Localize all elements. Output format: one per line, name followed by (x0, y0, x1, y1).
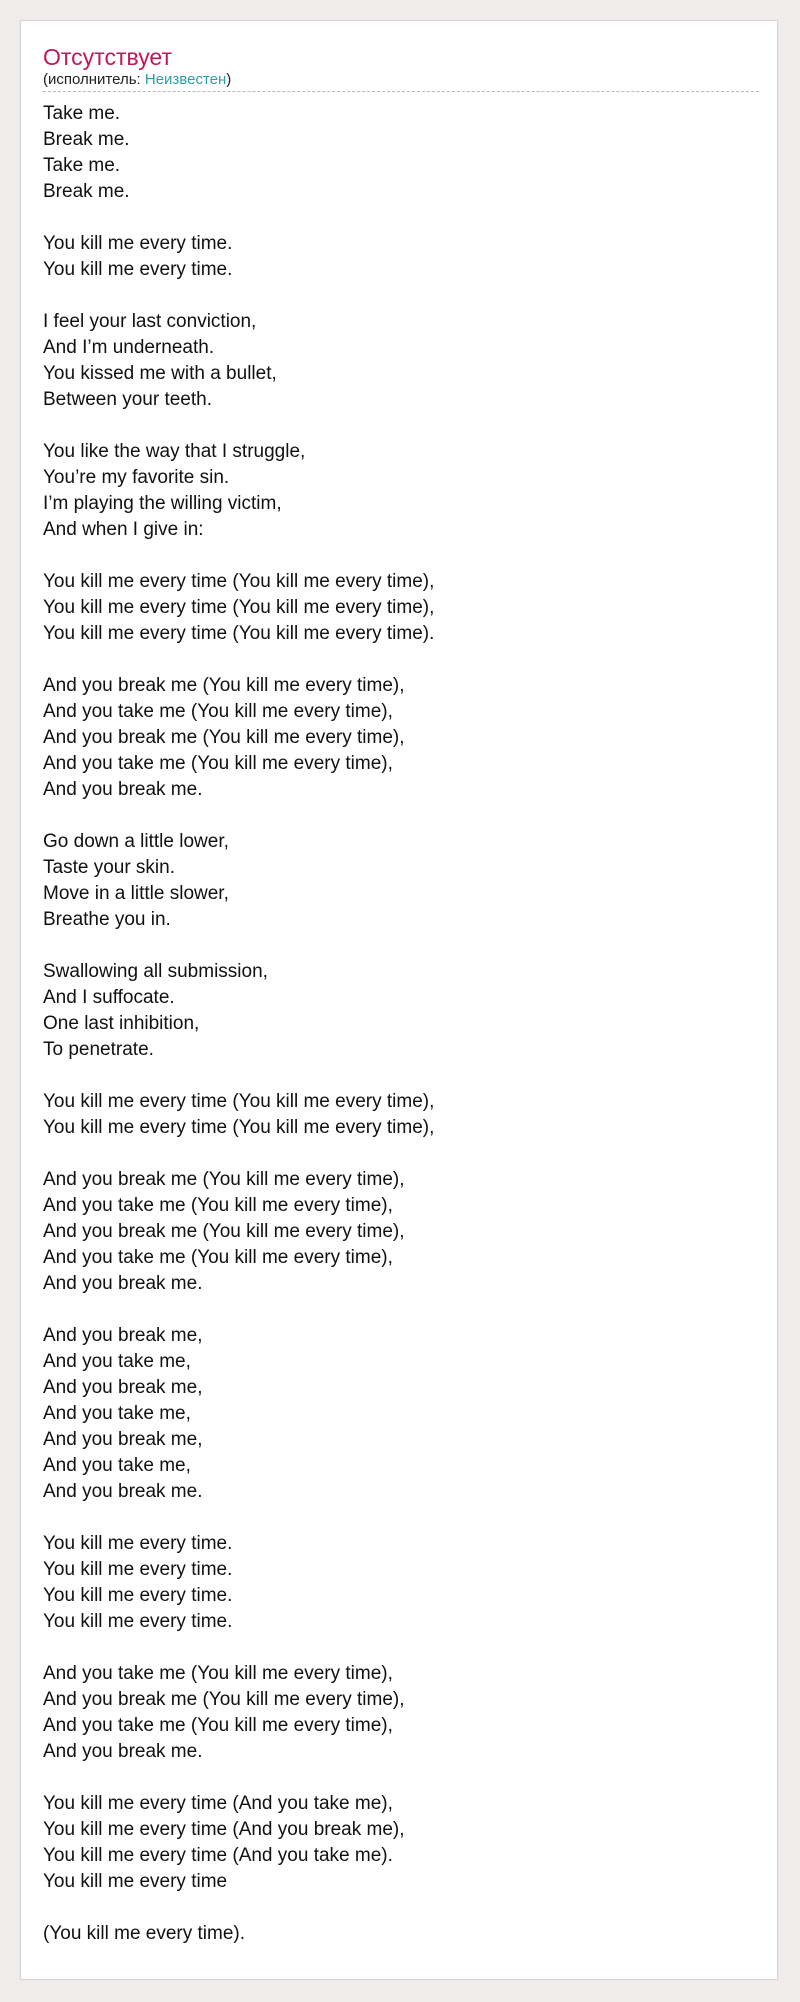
lyrics-stanza (43, 1323, 759, 1505)
lyrics-stanza (43, 1089, 759, 1141)
lyrics-body (43, 101, 759, 1973)
lyrics-line: You kill me every time (And you take me), (43, 1793, 393, 1814)
artist-suffix: ) (226, 71, 232, 88)
lyrics-line: Break me. (43, 181, 130, 202)
lyrics-stanza (43, 829, 759, 933)
lyrics-line: One last inhibition, (43, 1013, 200, 1034)
lyrics-line: To penetrate. (43, 1039, 154, 1060)
lyrics-line: And you take me (You kill me every time), (43, 701, 393, 722)
lyrics-line: You kill me every time. (43, 233, 233, 254)
lyrics-stanza (43, 439, 759, 543)
lyrics-line: And you break me, (43, 1429, 203, 1450)
lyrics-line: You kill me every time (You kill me every time), (43, 571, 435, 592)
lyrics-line: You kill me every time (You kill me every time), (43, 1117, 435, 1138)
lyrics-line: And you break me, (43, 1377, 203, 1398)
lyrics-line: You like the way that I struggle, (43, 441, 306, 462)
lyrics-line: And you take me, (43, 1403, 191, 1424)
lyrics-line: And you take me (You kill me every time), (43, 1663, 393, 1684)
lyrics-stanza (43, 673, 759, 803)
lyrics-line: You kill me every time (You kill me every time), (43, 597, 435, 618)
lyrics-line: You kill me every time. (43, 259, 233, 280)
lyrics-line: Break me. (43, 129, 130, 150)
lyrics-stanza (43, 231, 759, 283)
lyrics-line: Move in a little slower, (43, 883, 229, 904)
lyrics-line: Take me. (43, 103, 121, 124)
lyrics-line: And you break me (You kill me every time), (43, 727, 405, 748)
lyrics-line: I’m playing the willing victim, (43, 493, 282, 514)
lyrics-stanza (43, 1921, 759, 1947)
lyrics-stanza (43, 569, 759, 647)
lyrics-stanza (43, 1661, 759, 1765)
lyrics-line: You kissed me with a bullet, (43, 363, 277, 384)
lyrics-line: And you break me (You kill me every time), (43, 1689, 405, 1710)
lyrics-line: And you break me, (43, 1325, 203, 1346)
lyrics-line: And you break me. (43, 1481, 203, 1502)
song-title: Отсутствует (43, 44, 172, 70)
lyrics-line: You kill me every time (And you break me), (43, 1819, 405, 1840)
lyrics-stanza (43, 1791, 759, 1895)
lyrics-line: And I suffocate. (43, 987, 175, 1008)
lyrics-line: And you take me, (43, 1455, 191, 1476)
lyrics-line: And you break me (You kill me every time), (43, 1169, 405, 1190)
lyrics-line: And you break me. (43, 1273, 203, 1294)
lyrics-line: And you break me (You kill me every time), (43, 675, 405, 696)
lyrics-line: You kill me every time (You kill me every time), (43, 1091, 435, 1112)
lyrics-line: And you take me (You kill me every time), (43, 1247, 393, 1268)
lyrics-stanza (43, 101, 759, 205)
lyrics-line: Swallowing all submission, (43, 961, 268, 982)
lyrics-line: And you break me (You kill me every time), (43, 1221, 405, 1242)
lyrics-line: And you break me. (43, 1741, 203, 1762)
lyrics-line: Take me. (43, 155, 121, 176)
lyrics-line: You kill me every time. (43, 1585, 233, 1606)
lyrics-line: And you take me, (43, 1351, 191, 1372)
lyrics-stanza (43, 1167, 759, 1297)
lyrics-line: And I’m underneath. (43, 337, 215, 358)
lyrics-line: And you break me. (43, 779, 203, 800)
lyrics-stanza (43, 959, 759, 1063)
lyrics-line: I feel your last conviction, (43, 311, 257, 332)
lyrics-stanza (43, 309, 759, 413)
lyrics-line: Breathe you in. (43, 909, 171, 930)
lyrics-line: You kill me every time (You kill me every time). (43, 623, 435, 644)
lyrics-line: You kill me every time. (43, 1533, 233, 1554)
lyrics-line: And you take me (You kill me every time), (43, 1715, 393, 1736)
lyrics-stanza (43, 1531, 759, 1635)
lyrics-line: Between your teeth. (43, 389, 212, 410)
artist-prefix: (исполнитель: (43, 71, 145, 88)
lyrics-line: You kill me every time. (43, 1559, 233, 1580)
lyrics-card (20, 20, 778, 1980)
lyrics-line: You kill me every time. (43, 1611, 233, 1632)
lyrics-line: You kill me every time (And you take me). (43, 1845, 393, 1866)
song-header (43, 43, 759, 92)
lyrics-line: Taste your skin. (43, 857, 175, 878)
lyrics-line: And you take me (You kill me every time), (43, 753, 393, 774)
lyrics-line: You kill me every time (43, 1871, 228, 1892)
artist-link[interactable]: Неизвестен (144, 71, 227, 88)
lyrics-line: (You kill me every time). (43, 1923, 246, 1944)
lyrics-line: And you take me (You kill me every time), (43, 1195, 393, 1216)
lyrics-line: You’re my favorite sin. (43, 467, 230, 488)
lyrics-line: And when I give in: (43, 519, 204, 540)
lyrics-line: Go down a little lower, (43, 831, 229, 852)
artist-line (43, 71, 759, 89)
